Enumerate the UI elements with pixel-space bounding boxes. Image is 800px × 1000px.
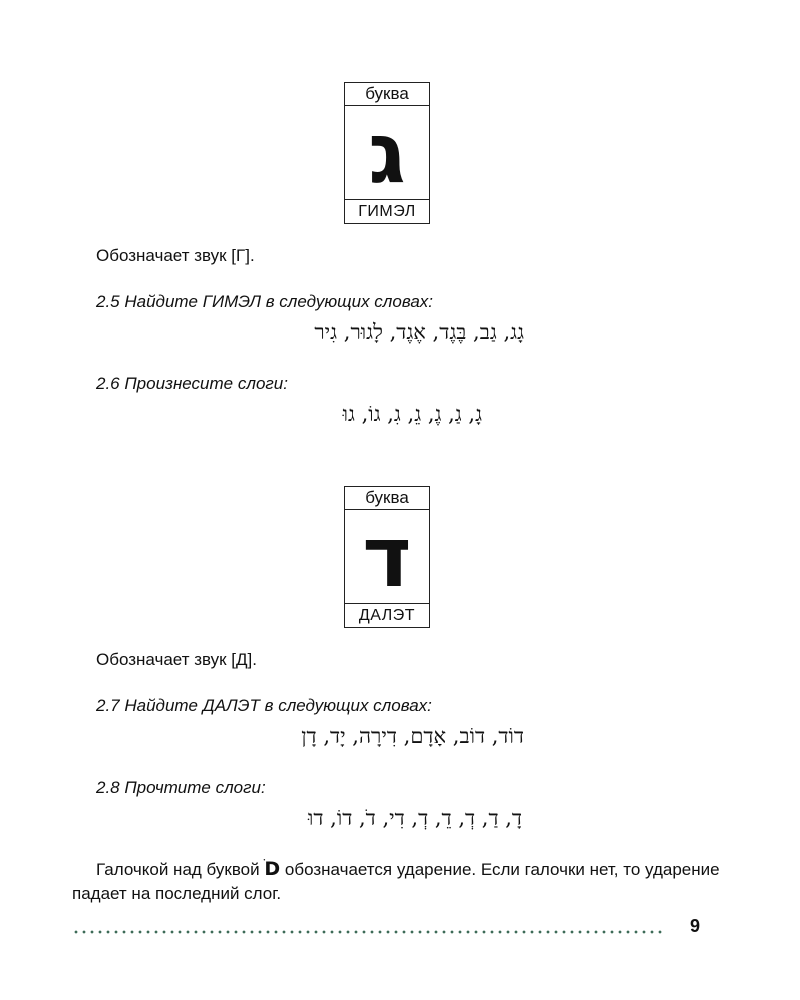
letter-caption: буква <box>345 487 429 510</box>
letter-name-dalet: ДАЛЭТ <box>345 603 429 627</box>
stress-mark-icon: ׄD <box>264 858 281 880</box>
letter-card-dalet <box>344 486 430 628</box>
stress-note-part2: обозначается ударение. Если галочки нет, то ударение падает на последний слог. <box>72 860 720 903</box>
exercise-2-7-words: דוֹד, דוֹב, אָדָם, דִירָה, יָד, דָן <box>301 724 524 748</box>
exercise-2-5-words: גָג, גַב, בֶּגֶד, אֶגֶד, לָגוּר, גִיר <box>314 320 524 344</box>
footer-dotted-rule <box>72 930 662 934</box>
page-number: 9 <box>690 916 701 936</box>
letter-glyph-dalet: ד <box>362 507 412 606</box>
letter-glyph-gimel: ג <box>368 103 406 202</box>
exercise-2-6-title: 2.6 Произнесите слоги: <box>96 374 288 393</box>
sound-description-dalet: Обозначает звук [Д]. <box>96 650 257 669</box>
stress-note <box>72 857 722 906</box>
exercise-2-7-title: 2.7 Найдите ДАЛЭТ в следующих словах: <box>96 696 432 715</box>
sound-description-gimel: Обозначает звук [Г]. <box>96 246 255 265</box>
letter-card-gimel <box>344 82 430 224</box>
exercise-2-5-title: 2.5 Найдите ГИМЭЛ в следующих словах: <box>96 292 434 311</box>
exercise-2-8-syllables: דָ, דַ, דְ, דֵ, דְ, דִי, דֹ, דוֹ, דוּ <box>308 806 522 830</box>
letter-caption: буква <box>345 83 429 106</box>
stress-note-part1: Галочкой над буквой <box>96 860 260 879</box>
exercise-2-6-syllables: גָ, גַ, גֶ, גֵ, גִ, גוֹ, גוּ <box>342 402 482 426</box>
letter-name-gimel: ГИМЭЛ <box>345 199 429 223</box>
exercise-2-8-title: 2.8 Прочтите слоги: <box>96 778 266 797</box>
